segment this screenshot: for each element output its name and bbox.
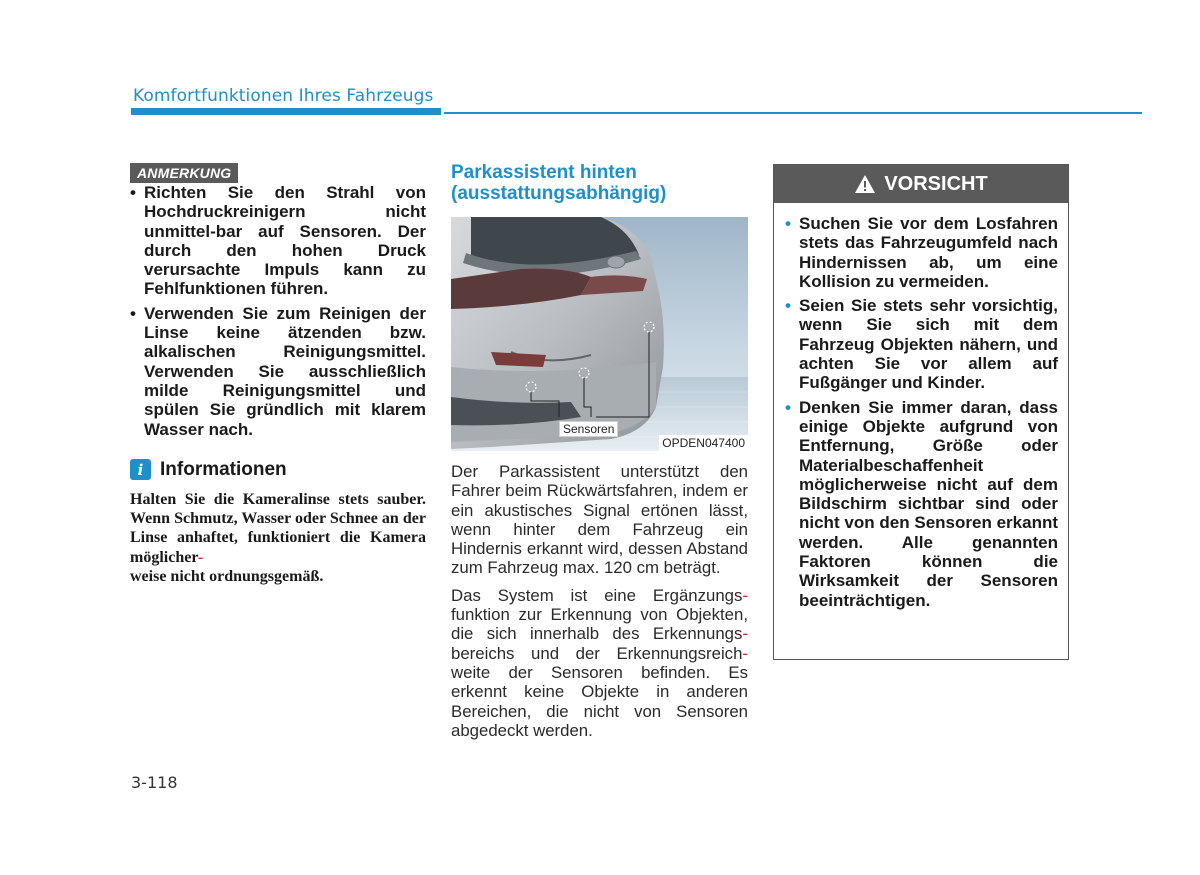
middle-column (451, 162, 748, 740)
caution-bullet-item (785, 214, 1058, 291)
caution-body (774, 203, 1068, 610)
body-paragraph-1: Der Parkassistent unterstützt den Fahrer beim Rückwärtsfahren, indem er ein akustisches Signal ertönen lässt, wenn hinter dem Fahrzeug ein Hindernis erkannt wird, dessen Abstand zum Fahrzeug max. 120 cm beträgt. (451, 462, 748, 578)
caution-bullet-list (785, 214, 1058, 610)
caution-header (774, 165, 1068, 203)
note-bullet-item (130, 304, 426, 439)
car-rear-illustration (451, 217, 748, 451)
figure-callout-label: Sensoren (559, 421, 618, 437)
info-text-part-b: weise nicht ordnungsgemäß. (130, 568, 324, 586)
body-paragraph-2 (451, 586, 748, 740)
note-bullet-text: Richten Sie den Strahl von Hochdruckreinigern nicht unmittel-bar auf Sensoren. Der durch den hohen Druck verursachte Impuls kann zu Fehlfunktionen führen. (144, 183, 426, 299)
caution-bullet-text: Denken Sie immer daran, dass einige Objekte aufgrund von Entfernung, Größe oder Materialbeschaffenheit möglicherweise nicht auf dem Bildschirm sichtbar sind oder nicht von den Sensoren erkannt werden. Alle genannten Faktoren können die Wirksamkeit der Sensoren beeinträchtigen. (799, 397, 1058, 610)
caution-bullet-item (785, 296, 1058, 392)
figure-code: OPDEN047400 (659, 435, 748, 451)
bullet-icon: • (130, 183, 136, 202)
info-text (130, 490, 426, 586)
caution-bullet-text: Seien Sie stets sehr vorsichtig, wenn Sie sich mit dem Fahrzeug Objekten nähern, und achten Sie vor allem auf Fußgänger und Kinder. (799, 296, 1058, 393)
note-bullet-text: Verwenden Sie zum Reinigen der Linse keine ätzenden bzw. alkalischen Reinigungsmittel. Verwenden Sie ausschließlich milde Reinigungsmittel und spülen Sie gründlich mit klarem Wasser nach. (144, 303, 426, 439)
caution-box (773, 164, 1069, 660)
right-column (773, 164, 1071, 660)
info-icon: i (130, 459, 151, 480)
section-title-line2: (ausstattungsabhängig) (451, 183, 667, 204)
bullet-icon: • (785, 397, 791, 417)
bullet-icon: • (130, 303, 136, 323)
soft-hyphen: - (197, 548, 204, 566)
info-title: Informationen (160, 458, 287, 480)
p2-part-b: funktion zur Erkennung von Objekten, die sich innerhalb des Erkennungs (451, 605, 748, 644)
soft-hyphen: - (742, 643, 748, 663)
header-rule-thin (444, 112, 1142, 114)
caution-title: VORSICHT (884, 172, 988, 195)
section-title-line1: Parkassistent hinten (451, 162, 637, 183)
left-column (130, 163, 426, 586)
note-bullet-list (130, 183, 426, 439)
rear-sensor-figure (451, 217, 748, 451)
page-number: 3-118 (131, 773, 178, 792)
note-badge: ANMERKUNG (130, 163, 238, 183)
p2-part-d: weite der Sensoren befinden. Es erkennt keine Objekte in anderen Bereichen, die nicht von Sensoren abgedeckt werden. (451, 662, 748, 740)
note-bullet-item (130, 183, 426, 299)
warning-triangle-icon (854, 174, 876, 194)
header-rule-thick (131, 108, 441, 115)
section-title (451, 162, 748, 204)
soft-hyphen: - (742, 585, 748, 605)
chapter-header-title: Komfortfunktionen Ihres Fahrzeugs (133, 86, 434, 106)
caution-bullet-item (785, 398, 1058, 610)
bullet-icon: • (785, 296, 791, 316)
soft-hyphen: - (742, 624, 748, 644)
caution-bullet-text: Suchen Sie vor dem Losfahren stets das Fahrzeugumfeld nach Hindernissen ab, um eine Kollision zu vermeiden. (799, 214, 1058, 291)
info-text-part-a: Halten Sie die Kameralinse stets sauber. Wenn Schmutz, Wasser oder Schnee an der Linse anhaftet, funktioniert die Kamera möglicher (130, 490, 426, 566)
info-heading (130, 459, 426, 481)
bullet-icon: • (785, 214, 791, 233)
p2-part-c: bereichs und der Erkennungsreich (451, 643, 743, 663)
p2-part-a: Das System ist eine Ergänzungs (451, 585, 743, 605)
